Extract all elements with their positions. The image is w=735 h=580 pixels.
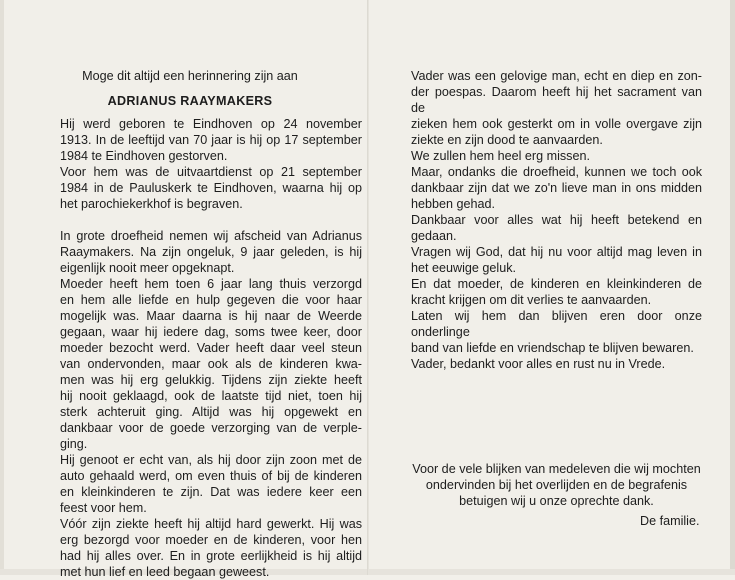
text-line: Voor hem was de uitvaartdienst op 21 september: [60, 165, 362, 179]
text-line: hebben gehad.: [411, 197, 496, 211]
text-line: Moeder heeft hem toen 6 jaar lang thuis verzorgd: [60, 277, 362, 291]
text-line: Raaymakers. Na zijn ongeluk, 9 jaar geleden, is hij: [60, 245, 362, 259]
text-line: feest voor hem.: [60, 501, 147, 515]
text-line: ziekte en zijn dood te aanvaarden.: [411, 133, 603, 147]
text-line: en hem alle liefde en hulp gegeven die voor haar: [60, 293, 362, 307]
text-line: der poespas. Daarom heeft hij het sacrament van de: [411, 85, 702, 115]
card-right-edge: [730, 0, 735, 575]
text-line: moeder bezocht werd. Vader heeft daar veel steun: [60, 341, 362, 355]
text-line: En dat moeder, de kinderen en kleinkinderen de: [411, 277, 702, 291]
text-line: hij nooit geklaagd, ook de laatste tijd niet, toen hij: [60, 389, 362, 403]
text-line: en kleinkinderen te zijn. Dat was iedere keer een: [60, 485, 362, 499]
text-line: zieken hem ook gesterkt om in volle overgave zijn: [411, 117, 702, 131]
text-line: Hij genoot er echt van, als hij door zijn zoon met de: [60, 453, 362, 467]
thanks-paragraph: [411, 461, 702, 509]
paragraph-funeral: [60, 164, 362, 212]
text-line: dankbaar zijn dat we zo'n lieve man in ons midden: [411, 181, 702, 195]
text-line: auto gehaald werd, om even thuis of bij de kinderen: [60, 469, 362, 483]
right-page: [411, 68, 702, 372]
text-line: We zullen hem heel erg missen.: [411, 149, 590, 163]
text-line: had hij alles over. En in grote eerlijkheid is hij altijd: [60, 549, 362, 563]
text-line: Dankbaar voor alles wat hij heeft betekend en: [411, 213, 702, 227]
text-line: Vóór zijn ziekte heeft hij altijd hard gewerkt. Hij was: [60, 517, 362, 531]
text-line: Voor de vele blijken van medeleven die wij mochten: [412, 462, 701, 476]
signature: De familie.: [640, 514, 700, 528]
text-line: erg bezorgd voor moeder en de kinderen, voor hen: [60, 533, 362, 547]
left-page: [60, 68, 362, 580]
text-line: Vader, bedankt voor alles en rust nu in Vrede.: [411, 357, 666, 371]
intro-line: Moge dit altijd een herinnering zijn aan: [82, 69, 298, 83]
text-line: mogelijk was. Maar daarna is hij naar de Weerde: [60, 309, 362, 323]
text-line: het parochiekerkhof is begraven.: [60, 197, 243, 211]
text-line: kracht krijgen om dit verlies te aanvaarden.: [411, 293, 652, 307]
text-line: met hun lief en leed begaan geweest.: [60, 565, 270, 579]
text-line: Hij werd geboren te Eindhoven op 24 november: [60, 117, 362, 131]
paragraph-faith: [411, 68, 702, 372]
text-line: men was hij erg gelukkig. Tijdens zijn ziekte heeft: [60, 373, 362, 387]
text-line: het eeuwige geluk.: [411, 261, 517, 275]
card-fold: [367, 0, 369, 575]
paragraph-farewell: [60, 228, 362, 580]
text-line: 1984 in de Pauluskerk te Eindhoven, waarna hij op: [60, 181, 362, 195]
text-line: betuigen wij u onze oprechte dank.: [459, 494, 654, 508]
text-line: Vragen wij God, dat hij nu voor altijd mag leven in: [411, 245, 702, 259]
text-line: ondervinden bij het overlijden en de begrafenis: [425, 478, 688, 492]
text-line: In grote droefheid nemen wij afscheid van Adrianus: [60, 229, 362, 243]
text-line: eigenlijk nooit meer opgeknapt.: [60, 261, 235, 275]
text-line: 1913. In de leeftijd van 70 jaar is hij op 17 september: [60, 133, 362, 147]
text-line: dankbaar voor de goede verzorging van de verple-: [60, 421, 362, 435]
deceased-name: ADRIANUS RAAYMAKERS: [107, 94, 273, 108]
text-line: gedaan.: [411, 229, 457, 243]
text-line: sterk achteruit ging. Altijd was hij opgewekt en: [60, 405, 362, 419]
paragraph-birth: [60, 116, 362, 164]
text-line: van ondervonden, maar ook als de kinderen kwa-: [60, 357, 362, 371]
card-left-edge: [0, 0, 4, 575]
text-line: ging.: [60, 437, 88, 451]
text-line: Laten wij hem dan blijven eren door onze onderlinge: [411, 309, 702, 339]
text-line: 1984 te Eindhoven gestorven.: [60, 149, 228, 163]
text-line: band van liefde en vriendschap te blijven bewaren.: [411, 341, 694, 355]
text-line: Maar, ondanks die droefheid, kunnen we toch ook: [411, 165, 702, 179]
text-line: gegaan, waar hij iedere dag, soms twee keer, door: [60, 325, 362, 339]
text-line: Vader was een gelovige man, echt en diep en zon-: [411, 69, 702, 83]
